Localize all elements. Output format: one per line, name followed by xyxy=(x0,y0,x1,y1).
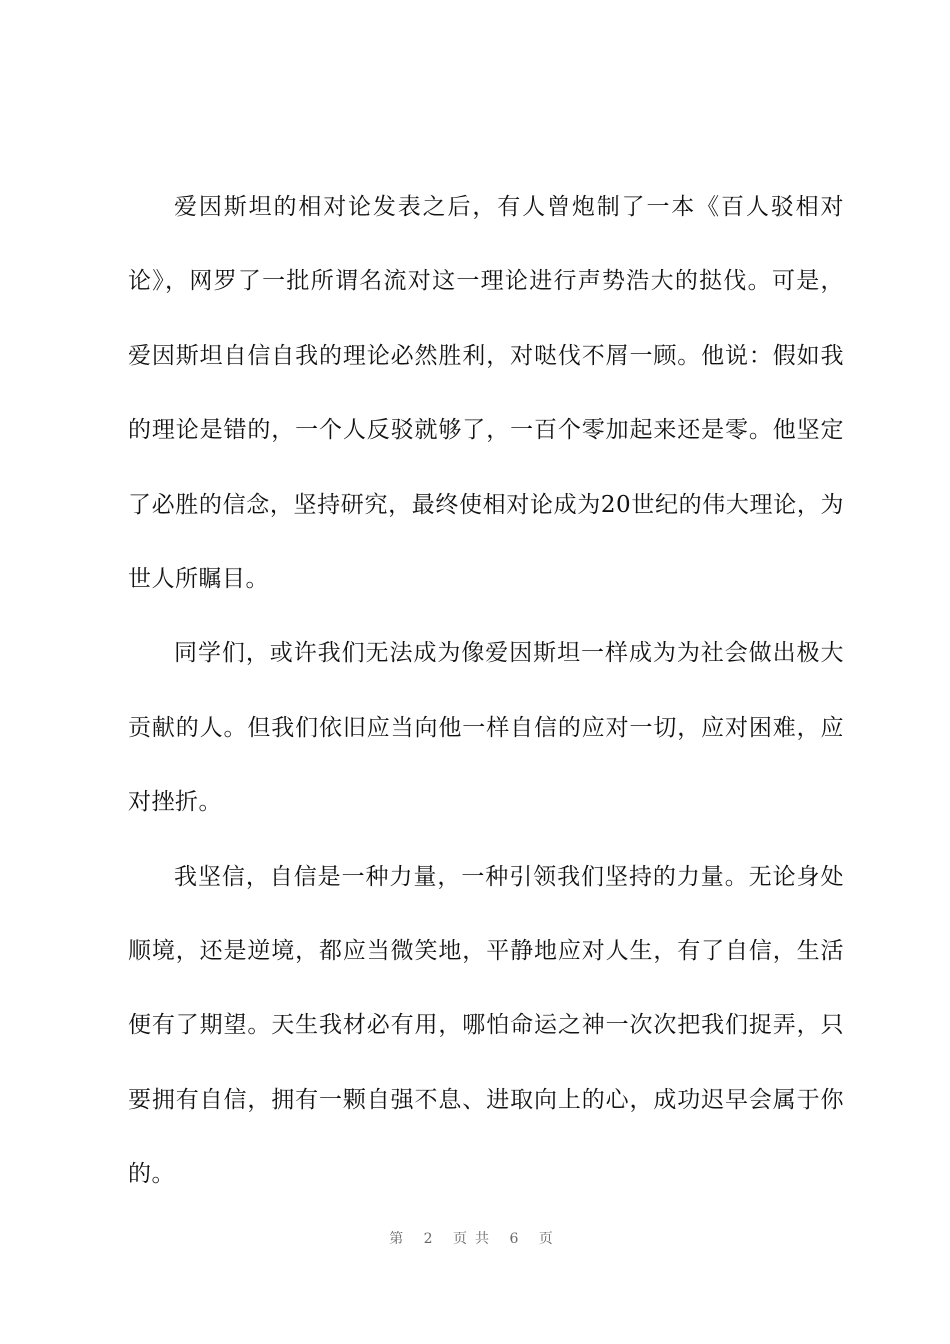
paragraph-einstein-relativity: 爱因斯坦的相对论发表之后，有人曾炮制了一本《百人驳相对论》，网罗了一批所谓名流对这一理论进行声势浩大的挞伐。可是，爱因斯坦自信自我的理论必然胜利，对哒伐不屑一顾。他说：假如我的理论是错的，一个人反驳就够了，一百个零加起来还是零。他坚定了必胜的信念，坚持研究，最终使相对论成为20世纪的伟大理论，为世人所瞩目。 xyxy=(128,194,844,593)
document-body xyxy=(128,170,844,1212)
page-number-footer: 第 2 页共 6 页 xyxy=(389,1231,561,1247)
paragraph-confidence-power: 我坚信，自信是一种力量，一种引领我们坚持的力量。无论身处顺境，还是逆境，都应当微笑地，平静地应对人生，有了自信，生活便有了期望。天生我材必有用，哪怕命运之神一次次把我们捉弄，只要拥有自信，拥有一颗自强不息、进取向上的心，成功迟早会属于你的。 xyxy=(128,863,844,1188)
paragraph-classmates: 同学们，或许我们无法成为像爱因斯坦一样成为为社会做出极大贡献的人。但我们依旧应当向他一样自信的应对一切，应对困难，应对挫折。 xyxy=(128,640,844,816)
